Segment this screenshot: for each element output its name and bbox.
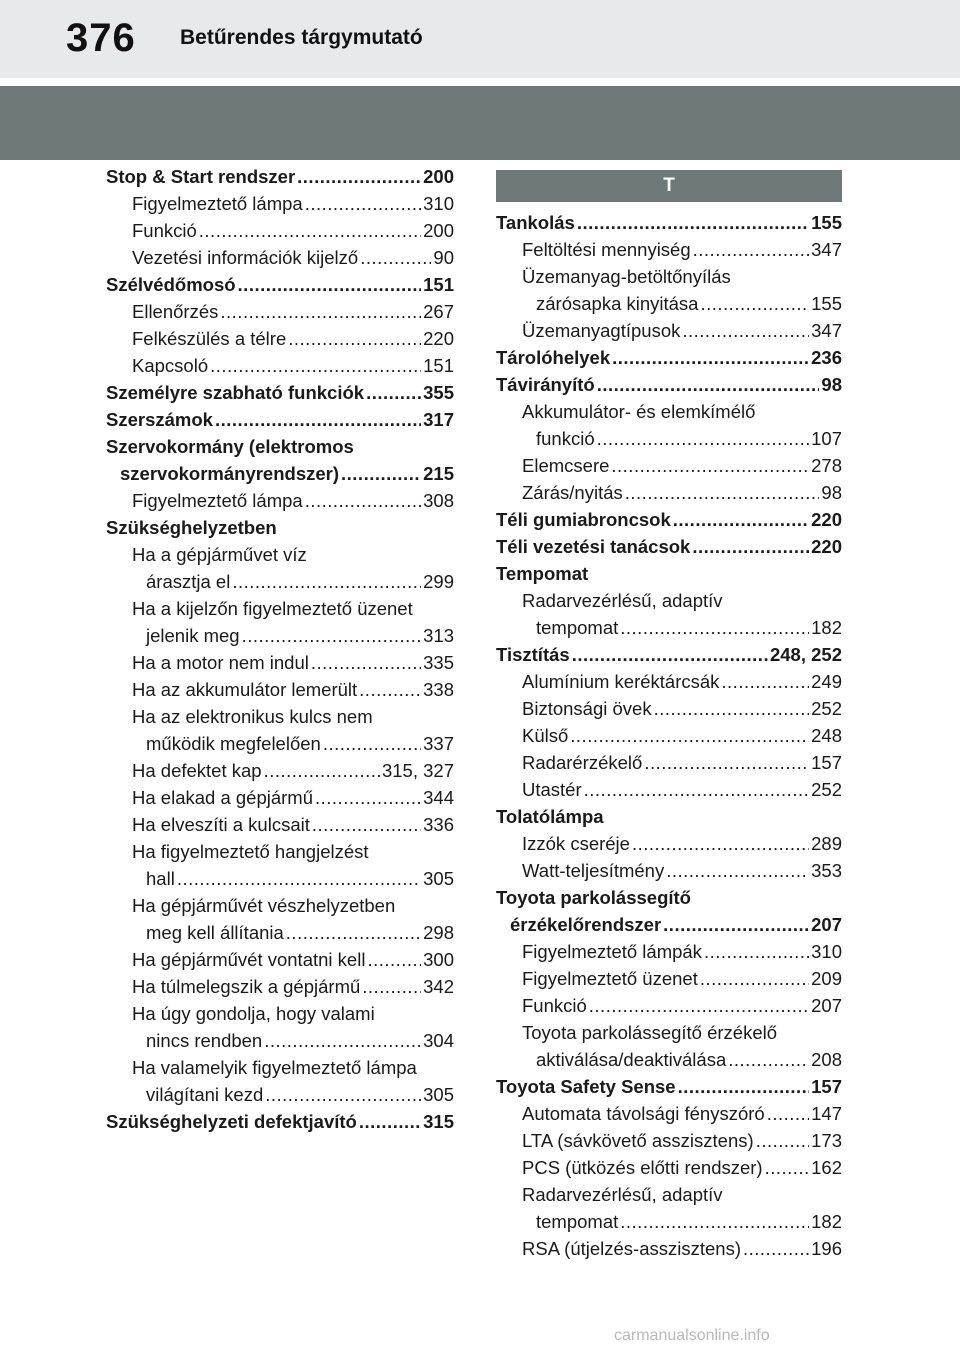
index-subentry: Figyelmeztető lámpa ..... 310	[106, 190, 454, 217]
header-bar	[0, 0, 960, 78]
index-subentry: Biztonsági övek ..... 252	[496, 695, 842, 722]
index-subentry: Funkció ..... 200	[106, 217, 454, 244]
index-subentry: Elemcsere ..... 278	[496, 452, 842, 479]
index-entry: Tárolóhelyek ..... 236	[496, 344, 842, 371]
index-subentry: Zárás/nyitás ..... 98	[496, 479, 842, 506]
index-entry-heading: Szükséghelyzetben	[106, 517, 277, 538]
index-subentry: Ha defektet kap ..... 315, 327	[106, 757, 454, 784]
index-subentry: Ha az akkumulátor lemerült ..... 338	[106, 676, 454, 703]
index-subentry: árasztja el ..... 299	[106, 568, 454, 595]
index-subentry: Watt-teljesítmény ..... 353	[496, 857, 842, 884]
index-subentry: hall ..... 305	[106, 865, 454, 892]
index-subentry: aktiválása/deaktiválása ..... 208	[496, 1046, 842, 1073]
index-column-left	[106, 163, 454, 1135]
index-subentry: LTA (sávkövető asszisztens) ..... 173	[496, 1127, 842, 1154]
index-subentry: Automata távolsági fényszóró ..... 147	[496, 1100, 842, 1127]
index-subentry: Felkészülés a télre ..... 220	[106, 325, 454, 352]
index-subentry-line: Radarvezérlésű, adaptív	[522, 1184, 723, 1205]
letter-heading-t: T	[496, 170, 842, 202]
index-subentry: Ha túlmelegszik a gépjármű ..... 342	[106, 973, 454, 1000]
index-entry: szervokormányrendszer) ..... 215	[106, 460, 454, 487]
index-entry: Toyota Safety Sense ..... 157	[496, 1073, 842, 1100]
index-subentry: PCS (ütközés előtti rendszer) ..... 162	[496, 1154, 842, 1181]
index-entry: Tisztítás ..... 248, 252	[496, 641, 842, 668]
index-subentry-line: Ha az elektronikus kulcs nem	[132, 706, 373, 727]
index-subentry: Üzemanyagtípusok ..... 347	[496, 317, 842, 344]
index-subentry-line: Ha úgy gondolja, hogy valami	[132, 1003, 375, 1024]
page-title: Betűrendes tárgymutató	[180, 26, 423, 49]
index-entry: Szükséghelyzeti defektjavító ..... 315	[106, 1108, 454, 1135]
index-subentry: Feltöltési mennyiség ..... 347	[496, 236, 842, 263]
index-subentry: Ha a motor nem indul ..... 335	[106, 649, 454, 676]
index-entry: Távirányító ..... 98	[496, 371, 842, 398]
index-column-right	[496, 163, 842, 1262]
index-entry: Tankolás ..... 155	[496, 209, 842, 236]
index-subentry: Ha elakad a gépjármű ..... 344	[106, 784, 454, 811]
index-subentry: Alumínium keréktárcsák ..... 249	[496, 668, 842, 695]
watermark: carmanualsonline.info	[614, 1327, 770, 1344]
index-entry: Téli vezetési tanácsok ..... 220	[496, 533, 842, 560]
index-entry: Stop & Start rendszer ..... 200	[106, 163, 454, 190]
index-subentry: Kapcsoló ..... 151	[106, 352, 454, 379]
header-band	[0, 86, 960, 160]
index-entry-heading: Tolatólámpa	[496, 806, 604, 827]
index-subentry-line: Ha figyelmeztető hangjelzést	[132, 841, 369, 862]
index-subentry: tempomat ..... 182	[496, 614, 842, 641]
index-subentry: Ha elveszíti a kulcsait ..... 336	[106, 811, 454, 838]
index-subentry: tempomat ..... 182	[496, 1208, 842, 1235]
index-subentry: jelenik meg ..... 313	[106, 622, 454, 649]
index-subentry: Figyelmeztető lámpa ..... 308	[106, 487, 454, 514]
index-subentry: Funkció ..... 207	[496, 992, 842, 1019]
index-subentry: meg kell állítania ..... 298	[106, 919, 454, 946]
index-entry: Téli gumiabroncsok ..... 220	[496, 506, 842, 533]
index-subentry: Ha gépjárművét vontatni kell ..... 300	[106, 946, 454, 973]
index-subentry: Figyelmeztető üzenet ..... 209	[496, 965, 842, 992]
index-subentry: Ellenőrzés ..... 267	[106, 298, 454, 325]
index-entry: Személyre szabható funkciók ..... 355	[106, 379, 454, 406]
index-subentry: Radarérzékelő ..... 157	[496, 749, 842, 776]
index-subentry: Külső ..... 248	[496, 722, 842, 749]
index-entry-line: Toyota parkolássegítő	[496, 887, 691, 908]
index-subentry: Izzók cseréje ..... 289	[496, 830, 842, 857]
index-subentry-line: Radarvezérlésű, adaptív	[522, 590, 723, 611]
index-subentry-line: Ha a kijelzőn figyelmeztető üzenet	[132, 598, 413, 619]
index-subentry: Utastér ..... 252	[496, 776, 842, 803]
index-entry: Szerszámok ..... 317	[106, 406, 454, 433]
page-number: 376	[66, 16, 136, 60]
index-subentry: funkció ..... 107	[496, 425, 842, 452]
index-subentry-line: Ha gépjárművét vészhelyzetben	[132, 895, 396, 916]
index-subentry: zárósapka kinyitása ..... 155	[496, 290, 842, 317]
index-subentry-line: Akkumulátor- és elemkímélő	[522, 401, 756, 422]
index-subentry: világítani kezd ..... 305	[106, 1081, 454, 1108]
index-subentry: nincs rendben ..... 304	[106, 1027, 454, 1054]
index-subentry: Figyelmeztető lámpák ..... 310	[496, 938, 842, 965]
index-subentry: RSA (útjelzés-asszisztens) ..... 196	[496, 1235, 842, 1262]
index-subentry-line: Ha valamelyik figyelmeztető lámpa	[132, 1057, 417, 1078]
index-entry-heading: Tempomat	[496, 563, 589, 584]
index-subentry-line: Üzemanyag-betöltőnyílás	[522, 266, 731, 287]
index-entry: érzékelőrendszer ..... 207	[496, 911, 842, 938]
index-subentry: működik megfelelően ..... 337	[106, 730, 454, 757]
index-subentry-line: Toyota parkolássegítő érzékelő	[522, 1022, 778, 1043]
index-entry: Szélvédőmosó ..... 151	[106, 271, 454, 298]
index-entry-line: Szervokormány (elektromos	[106, 436, 354, 457]
index-subentry: Vezetési információk kijelző ..... 90	[106, 244, 454, 271]
index-subentry-line: Ha a gépjárművet víz	[132, 544, 307, 565]
